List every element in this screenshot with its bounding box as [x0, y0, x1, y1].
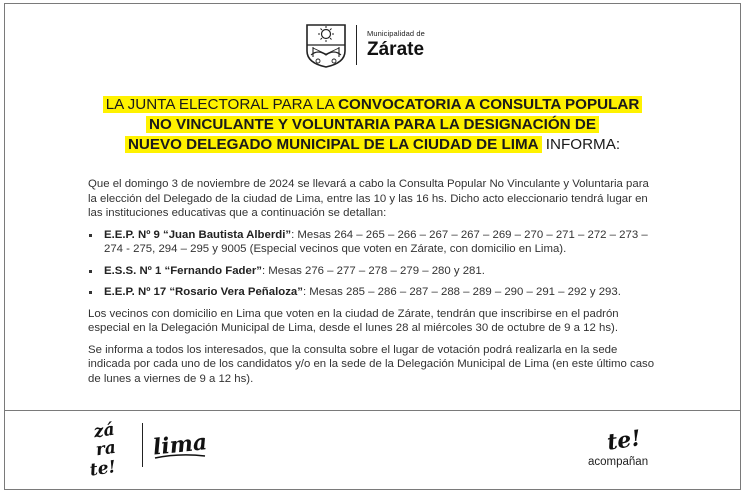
intro-paragraph: Que el domingo 3 de noviembre de 2024 se llevará a cabo la Consulta Popular No Vinculante y Voluntaria para la elección del Delegado de la ciudad de Lima, entre las 10 y las 16 hs. Dicho acto eleccionario tendrá lugar en las instituciones educativas que a continuación se detallan:	[88, 178, 649, 219]
list-item	[88, 264, 658, 279]
header	[304, 19, 464, 71]
registration-paragraph: Los vecinos con domicilio en Lima que voten en la ciudad de Zárate, tendrán que inscribirse en el padrón especial en la Delegación Municipal de Lima, desde el lunes 28 al miércoles 30 de octubre de 9 a 12 hs).	[88, 307, 619, 334]
school-name: E.S.S. Nº 1 “Fernando Fader”	[104, 264, 262, 277]
acompanan-text: acompañan	[588, 456, 649, 468]
svg-text:lima: lima	[151, 429, 209, 461]
list-item	[88, 228, 658, 257]
zarate-logo-icon	[84, 418, 130, 480]
title-line-2	[40, 115, 705, 135]
svg-text:te!: te!	[605, 425, 643, 456]
title-highlight-2	[146, 116, 599, 133]
notice-body	[88, 177, 658, 393]
notice-title	[40, 95, 705, 155]
school-detail: : Mesas 285 – 286 – 287 – 288 – 289 – 290 – 291 – 292 y 293.	[302, 286, 621, 298]
school-detail: : Mesas 264 – 265 – 266 – 267 – 267 – 269 – 270 – 271 – 272 – 273 – 274 - 275, 294 – 295 y 9005 (Especial vecinos que voten en Zárate, con domicilio en Lima).	[104, 228, 648, 255]
svg-text:te!: te!	[88, 457, 118, 481]
title-part-3b: INFORMA:	[541, 136, 621, 153]
title-highlight-3	[125, 136, 542, 153]
school-list	[88, 228, 658, 300]
te-logo-icon	[604, 424, 643, 456]
title-part-1a: LA JUNTA ELECTORAL PARA LA	[105, 96, 339, 113]
footer-logo-divider	[142, 423, 143, 467]
title-line-3	[40, 135, 705, 155]
school-name: E.E.P. Nº 17 “Rosario Vera Peñaloza”	[104, 286, 303, 298]
svg-text:zá: zá	[92, 419, 116, 443]
title-part-1b: CONVOCATORIA A CONSULTA POPULAR	[338, 96, 640, 113]
header-subtitle: Municipalidad de	[367, 29, 425, 38]
svg-text:ra: ra	[94, 437, 118, 461]
lima-logo-icon	[151, 426, 209, 464]
header-divider	[356, 25, 357, 65]
footer-divider	[4, 410, 741, 411]
title-part-3a: NUEVO DELEGADO MUNICIPAL DE LA CIUDAD DE LIMA	[127, 136, 539, 153]
coat-of-arms-icon	[304, 21, 348, 69]
title-part-2: NO VINCULANTE Y VOLUNTARIA PARA LA DESIGNACIÓN DE	[149, 116, 596, 133]
list-item	[88, 285, 658, 300]
header-text	[367, 29, 425, 61]
header-title: Zárate	[367, 39, 425, 60]
title-highlight-1	[103, 96, 643, 113]
info-paragraph: Se informa a todos los interesados, que la consulta sobre el lugar de votación podrá realizarla en la sede indicada por cada uno de los candidatos y/o en la sede de la Delegación Municipal de Lima (en este último caso de lunes a viernes de 9 a 12 hs).	[88, 343, 655, 385]
school-name: E.E.P. Nº 9 “Juan Bautista Alberdi”	[104, 228, 292, 241]
title-line-1	[40, 95, 705, 115]
school-detail: : Mesas 276 – 277 – 278 – 279 – 280 y 281.	[261, 264, 485, 277]
